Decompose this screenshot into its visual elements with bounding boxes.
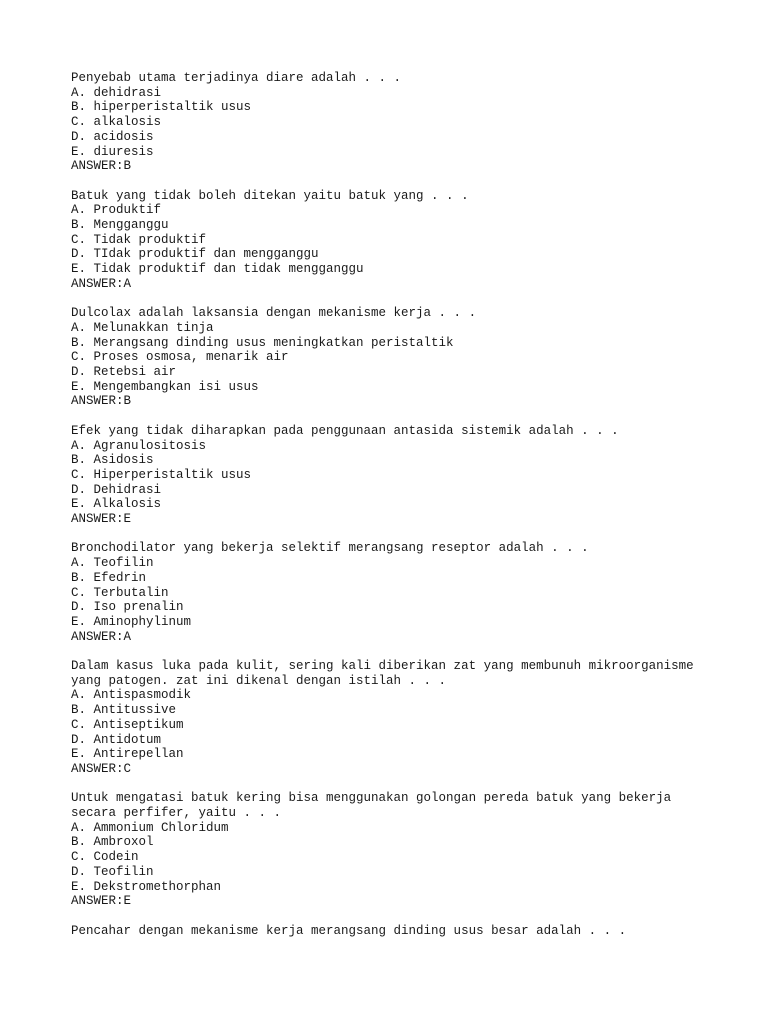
option-b: B. Asidosis [71,453,154,468]
question-6 [71,659,748,777]
answer-key: ANSWER:A [71,276,132,291]
option-a: A. Produktif [71,203,162,218]
option-d: D. Teofilin [71,864,154,879]
option-d: D. Dehidrasi [71,482,162,497]
question-4 [71,424,748,527]
option-e: E. Alkalosis [71,497,162,512]
question-stem: Pencahar dengan mekanisme kerja merangsang dinding usus besar adalah . . . [71,923,627,938]
answer-key: ANSWER:E [71,894,132,909]
option-a: A. Agranulositosis [71,438,207,453]
question-stem: Penyebab utama terjadinya diare adalah . . . [71,71,402,85]
question-stem: Efek yang tidak diharapkan pada penggunaan antasida sistemik adalah . . . [71,423,619,438]
option-a: A. Ammonium Chloridum [71,820,229,835]
question-7 [71,791,748,909]
document-page [71,71,748,953]
option-b: B. Antitussive [71,703,177,718]
option-b: B. Mengganggu [71,218,169,233]
question-stem-cont: yang patogen. zat ini dikenal dengan istilah . . . [71,673,447,688]
question-stem: Bronchodilator yang bekerja selektif merangsang reseptor adalah . . . [71,541,589,556]
option-c: C. Proses osmosa, menarik air [71,350,289,365]
option-e: E. diuresis [71,144,154,159]
option-b: B. Ambroxol [71,835,154,850]
option-a: A. Teofilin [71,556,154,571]
question-1 [71,71,748,174]
option-d: D. Iso prenalin [71,600,184,615]
option-b: B. hiperperistaltik usus [71,100,252,115]
option-c: C. Hiperperistaltik usus [71,467,252,482]
question-2 [71,189,748,292]
option-c: C. Antiseptikum [71,717,184,732]
option-e: E. Tidak produktif dan tidak mengganggu [71,262,364,277]
option-d: D. acidosis [71,129,154,144]
answer-key: ANSWER:B [71,159,132,174]
option-c: C. alkalosis [71,115,162,130]
option-e: E. Antirepellan [71,747,184,762]
option-d: D. TIdak produktif dan mengganggu [71,247,319,262]
answer-key: ANSWER:C [71,761,132,776]
option-b: B. Efedrin [71,570,147,585]
option-d: D. Antidotum [71,732,162,747]
answer-key: ANSWER:A [71,629,132,644]
question-5 [71,541,748,644]
option-c: C. Codein [71,850,139,865]
option-e: E. Dekstromethorphan [71,879,222,894]
option-a: A. Melunakkan tinja [71,320,214,335]
question-3 [71,306,748,409]
question-stem-cont: secara perfifer, yaitu . . . [71,806,282,821]
option-e: E. Aminophylinum [71,614,192,629]
option-a: A. dehidrasi [71,85,162,100]
question-8 [71,924,748,939]
option-a: A. Antispasmodik [71,688,192,703]
answer-key: ANSWER:E [71,512,132,527]
option-d: D. Retebsi air [71,365,177,380]
option-c: C. Terbutalin [71,585,169,600]
option-e: E. Mengembangkan isi usus [71,379,259,394]
question-stem: Untuk mengatasi batuk kering bisa menggunakan golongan pereda batuk yang bekerja [71,791,672,806]
option-c: C. Tidak produktif [71,232,207,247]
question-stem: Dulcolax adalah laksansia dengan mekanisme kerja . . . [71,306,477,321]
question-stem: Dalam kasus luka pada kulit, sering kali diberikan zat yang membunuh mikroorganisme [71,659,694,674]
option-b: B. Merangsang dinding usus meningkatkan peristaltik [71,335,454,350]
question-stem: Batuk yang tidak boleh ditekan yaitu batuk yang . . . [71,188,469,203]
answer-key: ANSWER:B [71,394,132,409]
